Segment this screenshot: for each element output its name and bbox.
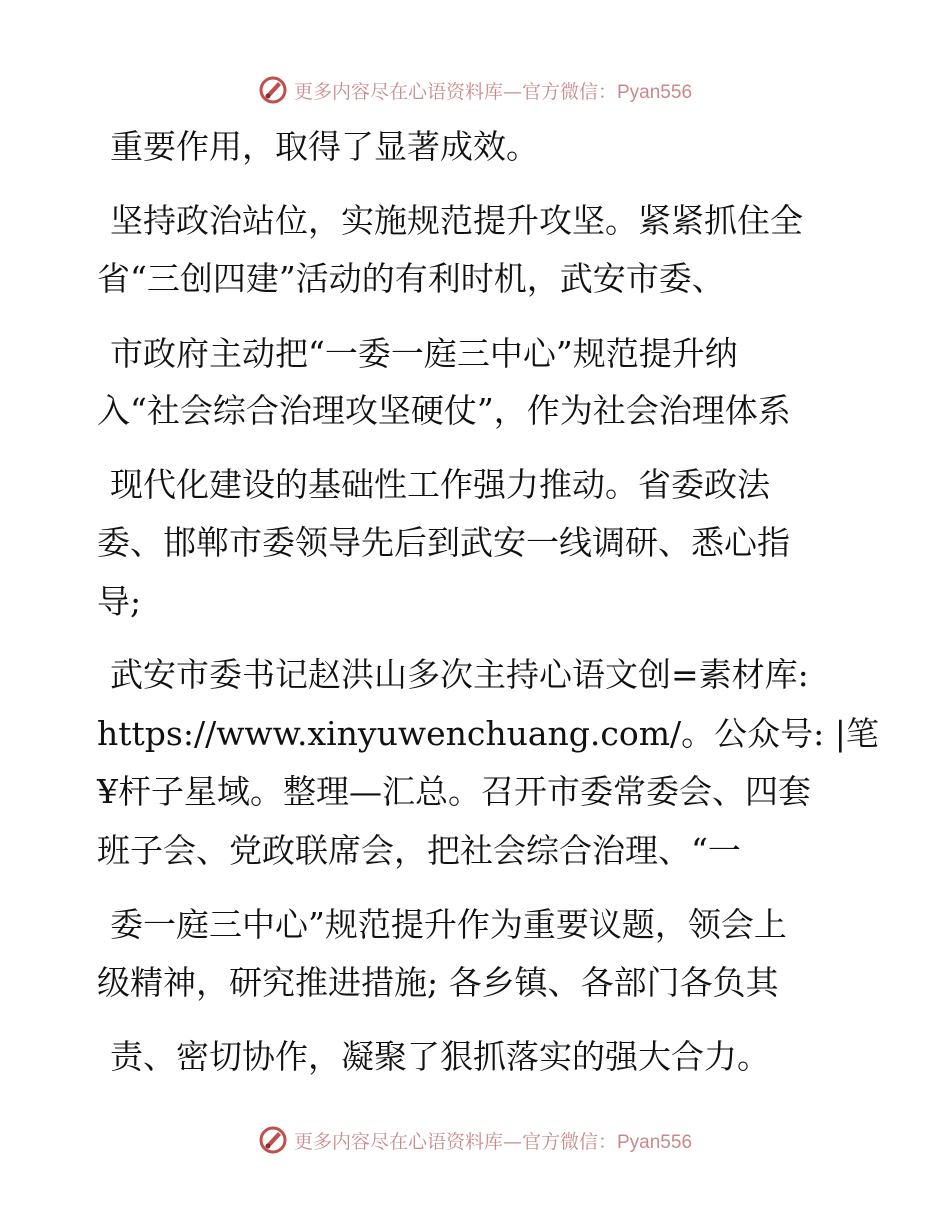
brush-logo-icon	[258, 75, 288, 105]
text-line-8: 导;	[97, 582, 142, 621]
banner-wechat-id: Pyan556	[617, 81, 693, 103]
banner-wechat-id: Pyan556	[617, 1131, 693, 1153]
text-line-2: 坚持政治站位，实施规范提升攻坚。紧紧抓住全	[110, 201, 803, 240]
text-line-9: 武安市委书记赵洪山多次主持心语文创=素材库:	[110, 655, 809, 694]
text-line-13: 委一庭三中心”规范提升作为重要议题，领会上	[110, 905, 787, 944]
text-line-7: 委、邯郸市委领导先后到武安一线调研、悉心指	[97, 523, 790, 562]
text-line-6: 现代化建设的基础性工作强力推动。省委政法	[110, 465, 770, 504]
text-line-10: https://www.xinyuwenchuang.com/。公众号: |笔	[97, 714, 879, 753]
text-line-14: 级精神，研究推进措施; 各乡镇、各部门各负其	[97, 963, 779, 1002]
text-line-3: 省“三创四建”活动的有利时机，武安市委、	[97, 259, 725, 298]
banner-text: 更多内容尽在心语资料库—官方微信：	[293, 80, 617, 103]
text-line-5: 入“社会综合治理攻坚硬仗”，作为社会治理体系	[97, 391, 791, 430]
text-line-4: 市政府主动把“一委一庭三中心”规范提升纳	[110, 334, 738, 373]
text-line-1: 重要作用，取得了显著成效。	[110, 127, 539, 166]
brush-logo-icon	[258, 1125, 288, 1155]
text-line-12: 班子会、党政联席会，把社会综合治理、“一	[97, 831, 741, 870]
header-banner	[0, 70, 950, 110]
footer-banner	[0, 1120, 950, 1160]
text-line-15: 责、密切协作，凝聚了狠抓落实的强大合力。	[110, 1037, 770, 1076]
banner-text: 更多内容尽在心语资料库—官方微信：	[293, 1130, 617, 1153]
text-line-11: ¥杆子星域。整理—汇总。召开市委常委会、四套	[97, 772, 811, 811]
